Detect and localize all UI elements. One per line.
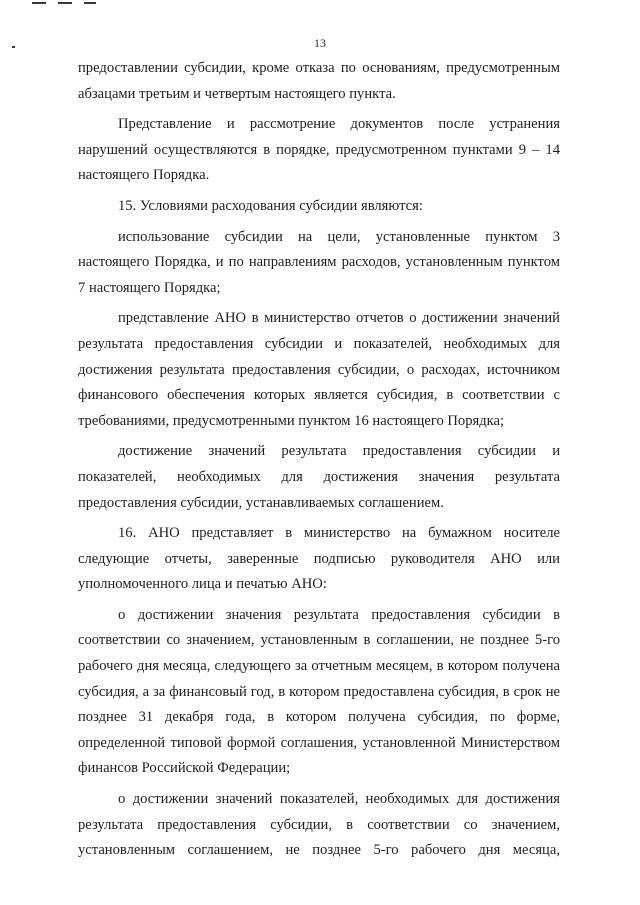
paragraph-clause-15-achievement: достижение значений результата предоставления субсидии и показателей, необходимых для достижения значения результата предоставления субсидии, устанавливаемых соглашением. [78, 443, 560, 511]
paragraph-clause-16-indicators-report: о достижении значений показателей, необходимых для достижения результата предоставления субсидии, в соответствии со значением, установленным соглашением, не позднее 5-го рабочего дня месяца, [78, 791, 560, 859]
page-number: 13 [314, 36, 326, 50]
paragraph-clause-15: 15. Условиями расходования субсидии являются: [118, 197, 423, 214]
document-body [78, 56, 560, 869]
paragraph-clause-15-reports: представление АНО в министерство отчетов о достижении значений результата предоставления субсидии и показателей, необходимых для достижения результата предоставления субсидии, о расходах, источником финансового обеспечения которых является субсидия, в соответствии с требованиями, предусмотренными пунктом 16 настоящего Порядка; [78, 310, 560, 429]
scan-artifact-mark [58, 2, 72, 4]
paragraph-clause-16-result-report: о достижении значения результата предоставления субсидии в соответствии со значением, установленным в соглашении, не позднее 5-го рабочего дня месяца, следующего за отчетным месяцем, в котором получена субсидия, а за финансовый год, в котором предоставлена субсидия, в срок не позднее 31 декабря года, в котором получена субсидия, по форме, определенной типовой формой соглашения, установленной Министерством финансов Российской Федерации; [78, 606, 560, 777]
paragraph-clause-15-use: использование субсидии на цели, установленные пунктом 3 настоящего Порядка, и по направлениям расходов, установленным пунктом 7 настоящего Порядка; [78, 228, 560, 296]
scan-artifact-mark [84, 2, 96, 4]
paragraph-continuation: предоставлении субсидии, кроме отказа по основаниям, предусмотренным абзацами третьим и четвертым настоящего пункта. [78, 60, 560, 102]
scan-artifact-mark [32, 2, 46, 4]
paragraph-clause-16: 16. АНО представляет в министерство на бумажном носителе следующие отчеты, заверенные подписью руководителя АНО или уполномоченного лица и печатью АНО: [78, 525, 560, 593]
paragraph-resubmission: Представление и рассмотрение документов после устранения нарушений осуществляются в порядке, предусмотренном пунктами 9 – 14 настоящего Порядка. [78, 116, 560, 184]
